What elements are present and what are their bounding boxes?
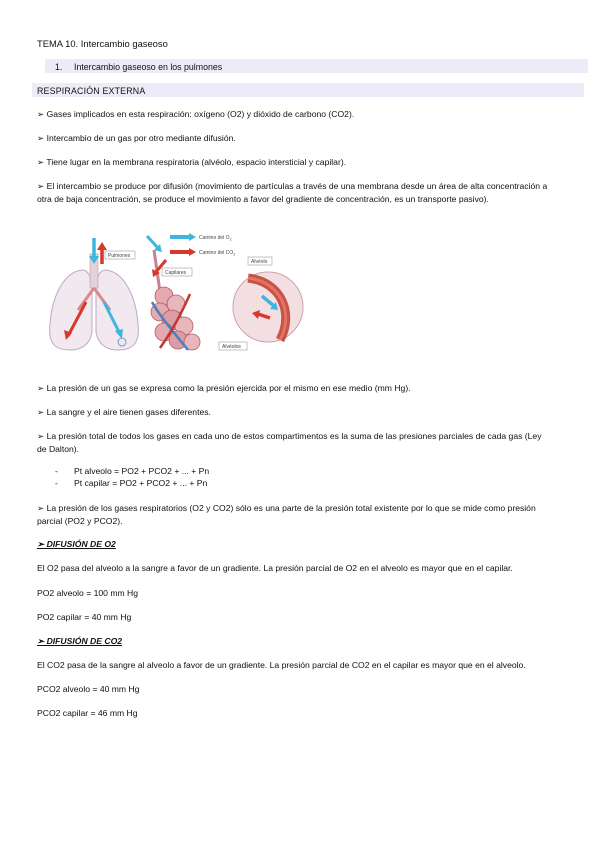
label-alveolos: Alvéolos <box>222 344 241 350</box>
subsection-number: 1. <box>55 62 63 72</box>
bullet-sangre-aire: ➢ La sangre y el aire tienen gases diferentes. <box>37 407 211 417</box>
alveoli-cluster <box>151 250 200 350</box>
value-pco2-capilar: PCO2 capilar = 46 mm Hg <box>37 708 138 718</box>
text-difusion-o2: El O2 pasa del alveolo a la sangre a favor de un gradiente. La presión parcial de O2 en el alveolo es mayor que en el capilar. <box>37 563 513 573</box>
label-capilares: Capilares <box>165 270 187 276</box>
bullet-difusion: ➢ El intercambio se produce por difusión (movimiento de partículas a través de una membrana desde un área de alta concentración a otra de baja concentración, se produce el movimiento a favor del gradiente de concentración, es un transporte pasivo). <box>37 181 548 204</box>
section-heading: RESPIRACIÓN EXTERNA <box>37 86 146 96</box>
lung-gas-exchange-figure <box>42 232 304 364</box>
document-title: TEMA 10. Intercambio gaseoso <box>37 38 168 49</box>
text-difusion-co2: El CO2 pasa de la sangre al alveolo a favor de un gradiente. La presión parcial de CO2 en el capilar es mayor que en el alveolo. <box>37 660 526 670</box>
bullet-membrana: ➢ Tiene lugar en la membrana respiratoria (alvéolo, espacio intersticial y capilar). <box>37 157 347 167</box>
bullet-ley-dalton: ➢ La presión total de todos los gases en cada uno de estos compartimentos es la suma de las presiones parciales de cada gas (Ley de Dalton). <box>37 431 542 454</box>
bullet-presion-parcial: ➢ La presión de los gases respiratorios (O2 y CO2) sólo es una parte de la presión total existente por lo que se mide como presión parcial (PO2 y PCO2). <box>37 503 536 526</box>
value-po2-alveolo: PO2 alveolo = 100 mm Hg <box>37 588 139 598</box>
list-marker: - <box>55 478 58 488</box>
legend-co2-label: Camino del $CO_2$ <box>199 250 236 257</box>
label-alveolo: Alvéolo <box>251 259 268 265</box>
lung-illustration <box>42 232 304 364</box>
value-po2-capilar: PO2 capilar = 40 mm Hg <box>37 612 132 622</box>
legend-o2-label: Camino del $O_2$ <box>199 235 232 242</box>
formula-pt-capilar: Pt capilar = PO2 + PCO2 + ... + Pn <box>74 478 208 488</box>
bullet-presion-gas: ➢ La presión de un gas se expresa como la presión ejercida por el mismo en ese medio (mm Hg). <box>37 383 411 393</box>
formula-pt-alveolo: Pt alveolo = PO2 + PCO2 + ... + Pn <box>74 466 210 476</box>
subsection-heading: Intercambio gaseoso en los pulmones <box>74 62 223 72</box>
heading-difusion-o2: ➢ DIFUSIÓN DE O2 <box>37 539 116 549</box>
heading-difusion-co2: ➢ DIFUSIÓN DE CO2 <box>37 636 123 646</box>
value-pco2-alveolo: PCO2 alveolo = 40 mm Hg <box>37 684 140 694</box>
bullet-intercambio: ➢ Intercambio de un gas por otro mediante difusión. <box>37 133 236 143</box>
bullet-gases: ➢ Gases implicados en esta respiración: oxígeno (O2) y dióxido de carbono (CO2). <box>37 109 355 119</box>
label-pulmones: Pulmones <box>108 253 131 259</box>
list-marker: - <box>55 466 58 476</box>
